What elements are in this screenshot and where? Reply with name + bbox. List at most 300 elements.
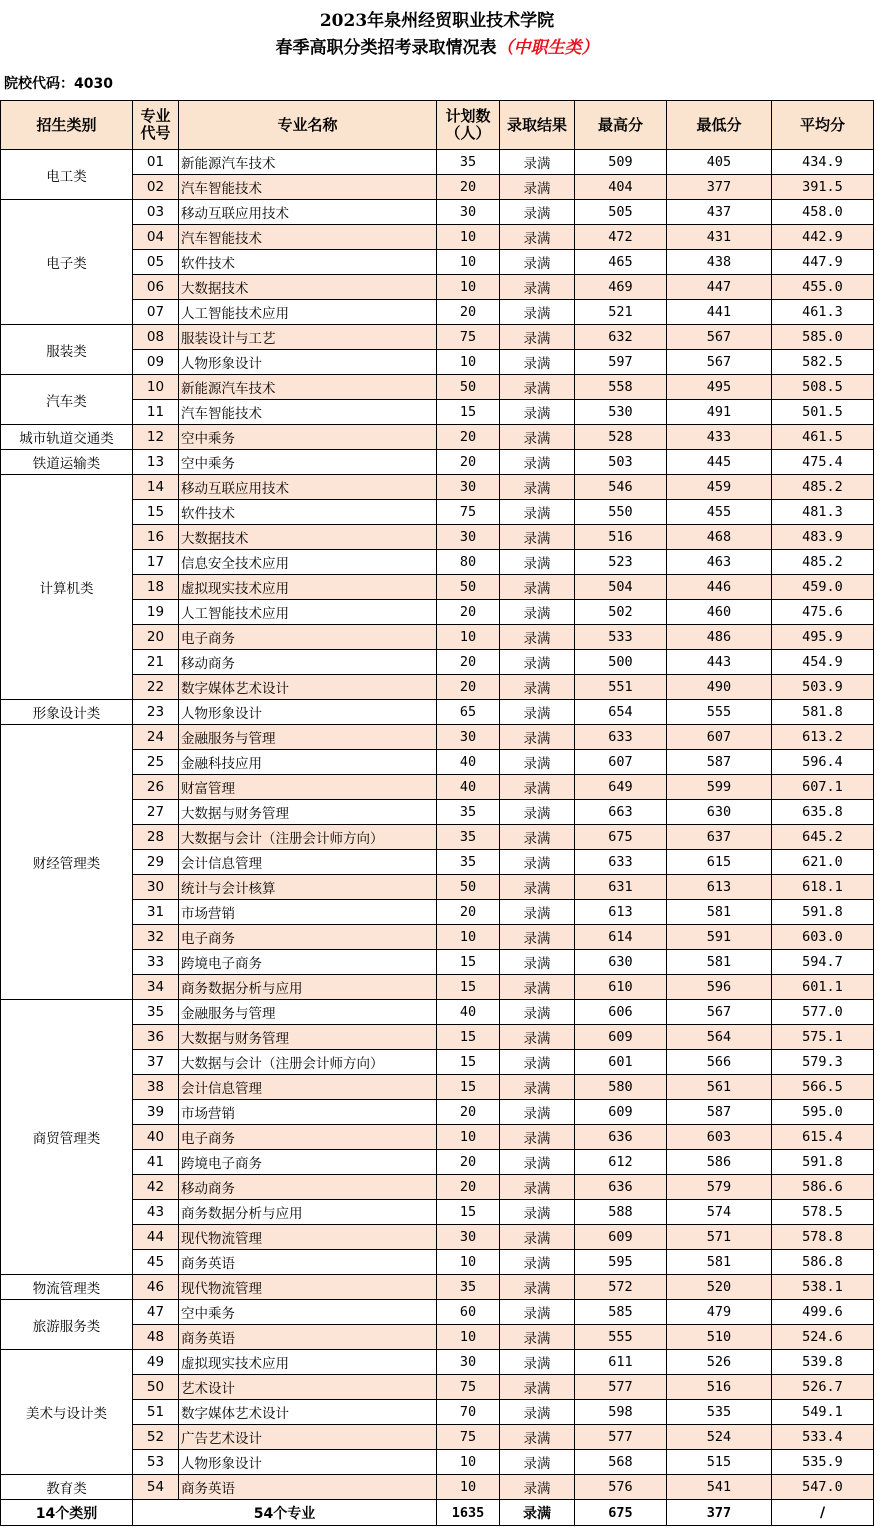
- avg-cell: 582.5: [772, 350, 874, 375]
- major-cell: 空中乘务: [179, 1300, 437, 1325]
- min-cell: 526: [667, 1350, 772, 1375]
- code-cell: 26: [133, 775, 179, 800]
- min-cell: 637: [667, 825, 772, 850]
- min-cell: 515: [667, 1450, 772, 1475]
- avg-cell: 585.0: [772, 325, 874, 350]
- max-cell: 675: [575, 825, 667, 850]
- result-cell: 录满: [500, 325, 575, 350]
- avg-cell: 538.1: [772, 1275, 874, 1300]
- title-line2: [0, 37, 874, 59]
- result-cell: 录满: [500, 275, 575, 300]
- avg-cell: 442.9: [772, 225, 874, 250]
- result-cell: 录满: [500, 950, 575, 975]
- major-cell: 人物形象设计: [179, 1450, 437, 1475]
- major-cell: 现代物流管理: [179, 1275, 437, 1300]
- table-row: [1, 1350, 874, 1375]
- code-cell: 35: [133, 1000, 179, 1025]
- result-cell: 录满: [500, 725, 575, 750]
- code-cell: 33: [133, 950, 179, 975]
- max-cell: 580: [575, 1075, 667, 1100]
- plan-cell: 10: [437, 925, 500, 950]
- code-cell: 49: [133, 1350, 179, 1375]
- min-cell: 443: [667, 650, 772, 675]
- result-cell: 录满: [500, 1100, 575, 1125]
- category-cell: 美术与设计类: [1, 1350, 133, 1475]
- plan-cell: 15: [437, 1050, 500, 1075]
- min-cell: 445: [667, 450, 772, 475]
- min-cell: 377: [667, 175, 772, 200]
- avg-cell: 591.8: [772, 1150, 874, 1175]
- category-cell: 教育类: [1, 1475, 133, 1500]
- min-cell: 438: [667, 250, 772, 275]
- avg-cell: 549.1: [772, 1400, 874, 1425]
- code-cell: 53: [133, 1450, 179, 1475]
- max-cell: 576: [575, 1475, 667, 1500]
- code-cell: 30: [133, 875, 179, 900]
- max-cell: 609: [575, 1100, 667, 1125]
- total-max: 675: [575, 1500, 667, 1526]
- code-cell: 04: [133, 225, 179, 250]
- major-cell: 金融服务与管理: [179, 1000, 437, 1025]
- max-cell: 611: [575, 1350, 667, 1375]
- avg-cell: 613.2: [772, 725, 874, 750]
- min-cell: 479: [667, 1300, 772, 1325]
- plan-cell: 20: [437, 1100, 500, 1125]
- max-cell: 630: [575, 950, 667, 975]
- code-cell: 31: [133, 900, 179, 925]
- avg-cell: 594.7: [772, 950, 874, 975]
- max-cell: 606: [575, 1000, 667, 1025]
- col-major: 专业名称: [179, 101, 437, 150]
- result-cell: 录满: [500, 1375, 575, 1400]
- major-cell: 虚拟现实技术应用: [179, 1350, 437, 1375]
- result-cell: 录满: [500, 475, 575, 500]
- max-cell: 546: [575, 475, 667, 500]
- table-row: [1, 700, 874, 725]
- title-highlight: （中职生类）: [496, 38, 599, 58]
- min-cell: 561: [667, 1075, 772, 1100]
- max-cell: 465: [575, 250, 667, 275]
- school-code: 院校代码：4030: [4, 76, 113, 92]
- avg-cell: 618.1: [772, 875, 874, 900]
- plan-cell: 75: [437, 325, 500, 350]
- code-cell: 46: [133, 1275, 179, 1300]
- major-cell: 市场营销: [179, 900, 437, 925]
- code-cell: 08: [133, 325, 179, 350]
- max-cell: 469: [575, 275, 667, 300]
- plan-cell: 75: [437, 1425, 500, 1450]
- col-min: 最低分: [667, 101, 772, 150]
- avg-cell: 475.4: [772, 450, 874, 475]
- code-cell: 44: [133, 1225, 179, 1250]
- avg-cell: 483.9: [772, 525, 874, 550]
- min-cell: 567: [667, 325, 772, 350]
- category-cell: 计算机类: [1, 475, 133, 700]
- plan-cell: 35: [437, 850, 500, 875]
- min-cell: 486: [667, 625, 772, 650]
- result-cell: 录满: [500, 1200, 575, 1225]
- result-cell: 录满: [500, 750, 575, 775]
- result-cell: 录满: [500, 450, 575, 475]
- major-cell: 大数据与会计（注册会计师方向）: [179, 1050, 437, 1075]
- plan-cell: 75: [437, 1375, 500, 1400]
- code-cell: 19: [133, 600, 179, 625]
- result-cell: 录满: [500, 200, 575, 225]
- max-cell: 516: [575, 525, 667, 550]
- max-cell: 533: [575, 625, 667, 650]
- min-cell: 455: [667, 500, 772, 525]
- result-cell: 录满: [500, 975, 575, 1000]
- plan-cell: 80: [437, 550, 500, 575]
- code-cell: 11: [133, 400, 179, 425]
- min-cell: 613: [667, 875, 772, 900]
- plan-cell: 35: [437, 825, 500, 850]
- min-cell: 495: [667, 375, 772, 400]
- avg-cell: 591.8: [772, 900, 874, 925]
- result-cell: 录满: [500, 1425, 575, 1450]
- avg-cell: 501.5: [772, 400, 874, 425]
- max-cell: 598: [575, 1400, 667, 1425]
- result-cell: 录满: [500, 175, 575, 200]
- max-cell: 588: [575, 1200, 667, 1225]
- min-cell: 524: [667, 1425, 772, 1450]
- result-cell: 录满: [500, 625, 575, 650]
- max-cell: 636: [575, 1125, 667, 1150]
- major-cell: 商务英语: [179, 1250, 437, 1275]
- max-cell: 521: [575, 300, 667, 325]
- table-row: [1, 325, 874, 350]
- avg-cell: 485.2: [772, 475, 874, 500]
- plan-cell: 35: [437, 800, 500, 825]
- major-cell: 软件技术: [179, 500, 437, 525]
- code-cell: 07: [133, 300, 179, 325]
- code-cell: 14: [133, 475, 179, 500]
- major-cell: 人物形象设计: [179, 700, 437, 725]
- category-cell: 服装类: [1, 325, 133, 375]
- plan-cell: 50: [437, 575, 500, 600]
- avg-cell: 575.1: [772, 1025, 874, 1050]
- min-cell: 603: [667, 1125, 772, 1150]
- avg-cell: 458.0: [772, 200, 874, 225]
- plan-cell: 60: [437, 1300, 500, 1325]
- avg-cell: 459.0: [772, 575, 874, 600]
- code-cell: 21: [133, 650, 179, 675]
- category-cell: 电工类: [1, 150, 133, 200]
- max-cell: 504: [575, 575, 667, 600]
- col-avg: 平均分: [772, 101, 874, 150]
- code-cell: 03: [133, 200, 179, 225]
- max-cell: 633: [575, 850, 667, 875]
- code-cell: 37: [133, 1050, 179, 1075]
- table-row: [1, 1275, 874, 1300]
- major-cell: 商务英语: [179, 1475, 437, 1500]
- total-min: 377: [667, 1500, 772, 1526]
- result-cell: 录满: [500, 375, 575, 400]
- plan-cell: 15: [437, 975, 500, 1000]
- plan-cell: 10: [437, 1125, 500, 1150]
- max-cell: 568: [575, 1450, 667, 1475]
- result-cell: 录满: [500, 1050, 575, 1075]
- min-cell: 460: [667, 600, 772, 625]
- plan-cell: 20: [437, 900, 500, 925]
- major-cell: 空中乘务: [179, 450, 437, 475]
- max-cell: 550: [575, 500, 667, 525]
- result-cell: 录满: [500, 900, 575, 925]
- table-row: [1, 725, 874, 750]
- min-cell: 446: [667, 575, 772, 600]
- result-cell: 录满: [500, 1150, 575, 1175]
- min-cell: 459: [667, 475, 772, 500]
- avg-cell: 578.5: [772, 1200, 874, 1225]
- result-cell: 录满: [500, 1250, 575, 1275]
- result-cell: 录满: [500, 1400, 575, 1425]
- major-cell: 金融服务与管理: [179, 725, 437, 750]
- avg-cell: 454.9: [772, 650, 874, 675]
- major-cell: 广告艺术设计: [179, 1425, 437, 1450]
- avg-cell: 539.8: [772, 1350, 874, 1375]
- code-cell: 15: [133, 500, 179, 525]
- max-cell: 530: [575, 400, 667, 425]
- min-cell: 574: [667, 1200, 772, 1225]
- min-cell: 491: [667, 400, 772, 425]
- min-cell: 567: [667, 1000, 772, 1025]
- result-cell: 录满: [500, 550, 575, 575]
- result-cell: 录满: [500, 650, 575, 675]
- result-cell: 录满: [500, 350, 575, 375]
- avg-cell: 566.5: [772, 1075, 874, 1100]
- max-cell: 601: [575, 1050, 667, 1075]
- min-cell: 566: [667, 1050, 772, 1075]
- max-cell: 509: [575, 150, 667, 175]
- major-cell: 人工智能技术应用: [179, 300, 437, 325]
- total-majors: 54个专业: [133, 1500, 437, 1526]
- max-cell: 577: [575, 1425, 667, 1450]
- major-cell: 跨境电子商务: [179, 950, 437, 975]
- code-cell: 28: [133, 825, 179, 850]
- major-cell: 服装设计与工艺: [179, 325, 437, 350]
- plan-cell: 10: [437, 1450, 500, 1475]
- plan-cell: 40: [437, 775, 500, 800]
- total-plan: 1635: [437, 1500, 500, 1526]
- avg-cell: 603.0: [772, 925, 874, 950]
- max-cell: 607: [575, 750, 667, 775]
- result-cell: 录满: [500, 775, 575, 800]
- result-cell: 录满: [500, 500, 575, 525]
- max-cell: 612: [575, 1150, 667, 1175]
- plan-cell: 10: [437, 625, 500, 650]
- code-cell: 23: [133, 700, 179, 725]
- table-row: [1, 425, 874, 450]
- category-cell: 物流管理类: [1, 1275, 133, 1300]
- result-cell: 录满: [500, 700, 575, 725]
- total-result: 录满: [500, 1500, 575, 1526]
- min-cell: 599: [667, 775, 772, 800]
- avg-cell: 434.9: [772, 150, 874, 175]
- min-cell: 564: [667, 1025, 772, 1050]
- code-cell: 13: [133, 450, 179, 475]
- min-cell: 579: [667, 1175, 772, 1200]
- code-cell: 36: [133, 1025, 179, 1050]
- major-cell: 移动互联应用技术: [179, 475, 437, 500]
- code-cell: 47: [133, 1300, 179, 1325]
- plan-cell: 10: [437, 1325, 500, 1350]
- major-cell: 虚拟现实技术应用: [179, 575, 437, 600]
- avg-cell: 595.0: [772, 1100, 874, 1125]
- col-max: 最高分: [575, 101, 667, 150]
- major-cell: 商务数据分析与应用: [179, 1200, 437, 1225]
- col-category: 招生类别: [1, 101, 133, 150]
- plan-cell: 15: [437, 400, 500, 425]
- avg-cell: 607.1: [772, 775, 874, 800]
- max-cell: 555: [575, 1325, 667, 1350]
- max-cell: 523: [575, 550, 667, 575]
- max-cell: 505: [575, 200, 667, 225]
- plan-cell: 70: [437, 1400, 500, 1425]
- max-cell: 613: [575, 900, 667, 925]
- major-cell: 跨境电子商务: [179, 1150, 437, 1175]
- plan-cell: 75: [437, 500, 500, 525]
- major-cell: 统计与会计核算: [179, 875, 437, 900]
- result-cell: 录满: [500, 1175, 575, 1200]
- code-cell: 09: [133, 350, 179, 375]
- col-plan: 计划数 （人）: [437, 101, 500, 150]
- max-cell: 654: [575, 700, 667, 725]
- plan-cell: 30: [437, 1350, 500, 1375]
- avg-cell: 447.9: [772, 250, 874, 275]
- plan-cell: 10: [437, 1250, 500, 1275]
- category-cell: 商贸管理类: [1, 1000, 133, 1275]
- major-cell: 大数据与财务管理: [179, 800, 437, 825]
- avg-cell: 586.8: [772, 1250, 874, 1275]
- plan-cell: 35: [437, 1275, 500, 1300]
- plan-cell: 10: [437, 275, 500, 300]
- result-cell: 录满: [500, 1350, 575, 1375]
- min-cell: 615: [667, 850, 772, 875]
- table-row: [1, 200, 874, 225]
- result-cell: 录满: [500, 875, 575, 900]
- max-cell: 597: [575, 350, 667, 375]
- result-cell: 录满: [500, 1275, 575, 1300]
- table-row: [1, 375, 874, 400]
- avg-cell: 635.8: [772, 800, 874, 825]
- major-cell: 艺术设计: [179, 1375, 437, 1400]
- max-cell: 632: [575, 325, 667, 350]
- plan-cell: 20: [437, 300, 500, 325]
- code-cell: 32: [133, 925, 179, 950]
- code-cell: 34: [133, 975, 179, 1000]
- total-avg: /: [772, 1500, 874, 1526]
- major-cell: 空中乘务: [179, 425, 437, 450]
- category-cell: 财经管理类: [1, 725, 133, 1000]
- code-cell: 01: [133, 150, 179, 175]
- plan-cell: 10: [437, 250, 500, 275]
- max-cell: 609: [575, 1025, 667, 1050]
- min-cell: 441: [667, 300, 772, 325]
- plan-cell: 50: [437, 875, 500, 900]
- result-cell: 录满: [500, 1475, 575, 1500]
- code-cell: 42: [133, 1175, 179, 1200]
- min-cell: 463: [667, 550, 772, 575]
- code-cell: 29: [133, 850, 179, 875]
- plan-cell: 50: [437, 375, 500, 400]
- min-cell: 516: [667, 1375, 772, 1400]
- result-cell: 录满: [500, 300, 575, 325]
- plan-cell: 20: [437, 175, 500, 200]
- code-cell: 17: [133, 550, 179, 575]
- result-cell: 录满: [500, 525, 575, 550]
- result-cell: 录满: [500, 1025, 575, 1050]
- avg-cell: 621.0: [772, 850, 874, 875]
- code-cell: 43: [133, 1200, 179, 1225]
- category-cell: 电子类: [1, 200, 133, 325]
- avg-cell: 503.9: [772, 675, 874, 700]
- min-cell: 541: [667, 1475, 772, 1500]
- max-cell: 503: [575, 450, 667, 475]
- major-cell: 移动商务: [179, 1175, 437, 1200]
- result-cell: 录满: [500, 400, 575, 425]
- min-cell: 581: [667, 1250, 772, 1275]
- min-cell: 581: [667, 900, 772, 925]
- major-cell: 商务英语: [179, 1325, 437, 1350]
- result-cell: 录满: [500, 800, 575, 825]
- avg-cell: 586.6: [772, 1175, 874, 1200]
- avg-cell: 461.3: [772, 300, 874, 325]
- min-cell: 468: [667, 525, 772, 550]
- avg-cell: 577.0: [772, 1000, 874, 1025]
- code-cell: 25: [133, 750, 179, 775]
- plan-cell: 40: [437, 750, 500, 775]
- max-cell: 633: [575, 725, 667, 750]
- plan-cell: 10: [437, 350, 500, 375]
- table-row: [1, 1000, 874, 1025]
- admission-table: [0, 100, 874, 1526]
- avg-cell: 495.9: [772, 625, 874, 650]
- avg-cell: 581.8: [772, 700, 874, 725]
- max-cell: 577: [575, 1375, 667, 1400]
- avg-cell: 615.4: [772, 1125, 874, 1150]
- max-cell: 595: [575, 1250, 667, 1275]
- plan-cell: 15: [437, 1025, 500, 1050]
- major-cell: 人工智能技术应用: [179, 600, 437, 625]
- major-cell: 会计信息管理: [179, 1075, 437, 1100]
- result-cell: 录满: [500, 575, 575, 600]
- code-cell: 05: [133, 250, 179, 275]
- major-cell: 大数据与财务管理: [179, 1025, 437, 1050]
- result-cell: 录满: [500, 675, 575, 700]
- result-cell: 录满: [500, 1225, 575, 1250]
- col-result: 录取结果: [500, 101, 575, 150]
- avg-cell: 461.5: [772, 425, 874, 450]
- max-cell: 636: [575, 1175, 667, 1200]
- min-cell: 586: [667, 1150, 772, 1175]
- plan-cell: 10: [437, 1475, 500, 1500]
- major-cell: 汽车智能技术: [179, 400, 437, 425]
- avg-cell: 547.0: [772, 1475, 874, 1500]
- result-cell: 录满: [500, 225, 575, 250]
- major-cell: 电子商务: [179, 925, 437, 950]
- plan-cell: 20: [437, 675, 500, 700]
- code-cell: 24: [133, 725, 179, 750]
- avg-cell: 475.6: [772, 600, 874, 625]
- category-cell: 旅游服务类: [1, 1300, 133, 1350]
- code-cell: 02: [133, 175, 179, 200]
- col-code: 专业 代号: [133, 101, 179, 150]
- table-body: [1, 150, 874, 1500]
- code-cell: 27: [133, 800, 179, 825]
- table-row: [1, 1300, 874, 1325]
- result-cell: 录满: [500, 925, 575, 950]
- code-cell: 22: [133, 675, 179, 700]
